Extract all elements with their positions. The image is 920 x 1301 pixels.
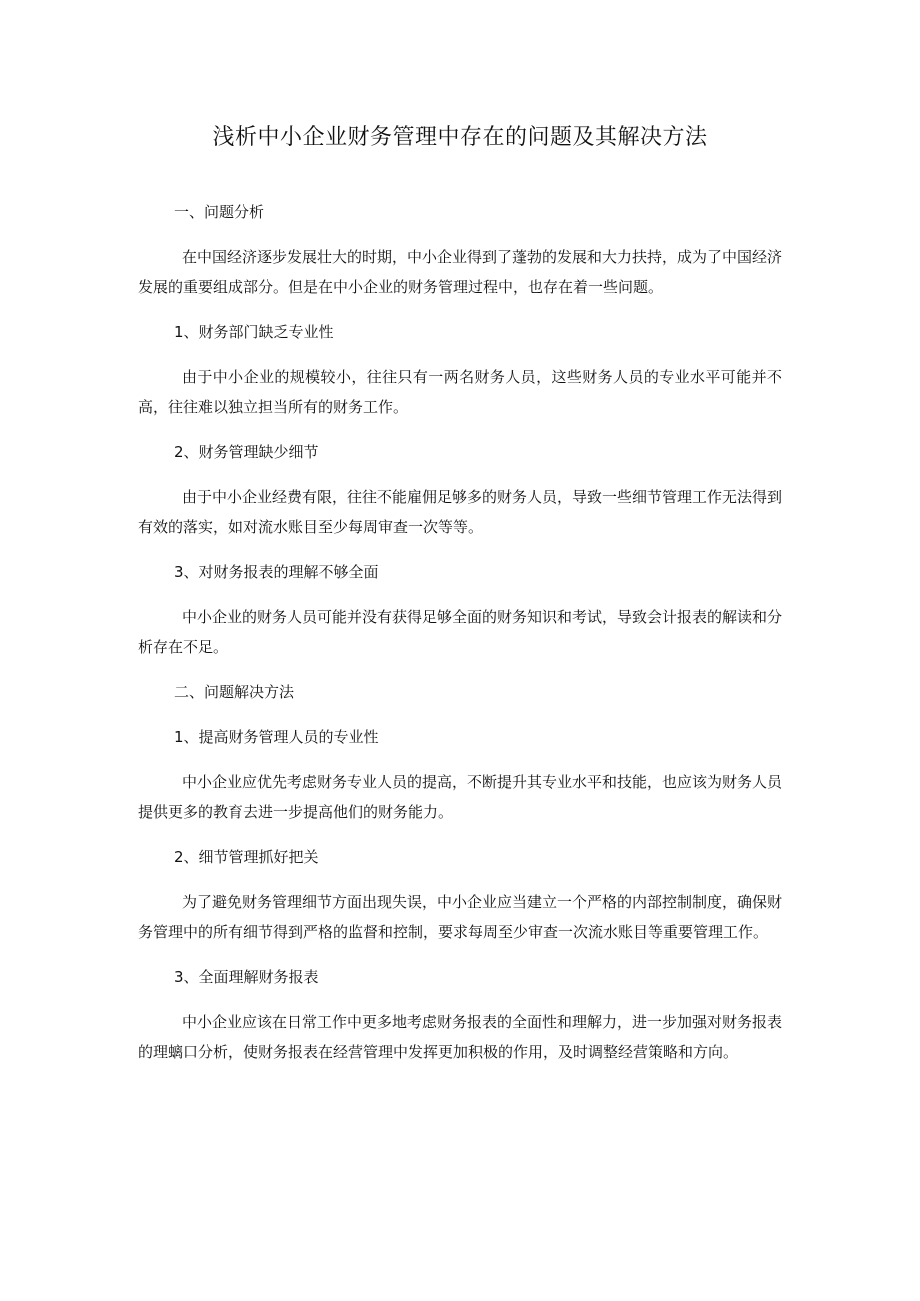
subheading-lack-detail: 2、财务管理缺少细节 (174, 443, 319, 461)
subheading-lack-professionalism: 1、财务部门缺乏专业性 (174, 323, 334, 341)
subheading-report-understanding: 3、对财务报表的理解不够全面 (174, 563, 379, 581)
paragraph-improve-professionalism: 中小企业应优先考虑财务专业人员的提高，不断提升其专业水平和技能，也应该为财务人员提供更多的教育去进一步提高他们的财务能力。 (138, 773, 783, 821)
subheading-detail-control: 2、细节管理抓好把关 (174, 848, 319, 866)
document-body (138, 197, 782, 1082)
document-title: 浅析中小企业财务管理中存在的问题及其解决方法 (212, 125, 708, 150)
paragraph-intro: 在中国经济逐步发展壮大的时期，中小企业得到了蓬勃的发展和大力扶持，成为了中国经济发展的重要组成部分。但是在中小企业的财务管理过程中，也存在着一些问题。 (138, 248, 783, 296)
paragraph-lack-detail: 由于中小企业经费有限，往往不能雇佣足够多的财务人员，导致一些细节管理工作无法得到有效的落实，如对流水账目至少每周审查一次等等。 (138, 488, 783, 536)
subheading-improve-professionalism: 1、提高财务管理人员的专业性 (174, 728, 379, 746)
paragraph-report-understanding: 中小企业的财务人员可能并没有获得足够全面的财务知识和考试，导致会计报表的解读和分析存在不足。 (138, 608, 783, 656)
paragraph-detail-control: 为了避免财务管理细节方面出现失误，中小企业应当建立一个严格的内部控制制度，确保财务管理中的所有细节得到严格的监督和控制，要求每周至少审查一次流水账目等重要管理工作。 (138, 893, 783, 941)
subheading-understand-reports: 3、全面理解财务报表 (174, 968, 319, 986)
section-heading-problem-analysis: 一、问题分析 (174, 203, 265, 221)
paragraph-understand-reports: 中小企业应该在日常工作中更多地考虑财务报表的全面性和理解力，进一步加强对财务报表的理螭口分析，使财务报表在经营管理中发挥更加积极的作用，及时调整经营策略和方向。 (138, 1013, 783, 1061)
paragraph-lack-professionalism: 由于中小企业的规模较小，往往只有一两名财务人员，这些财务人员的专业水平可能并不高，往往难以独立担当所有的财务工作。 (138, 368, 782, 416)
section-heading-solutions: 二、问题解决方法 (174, 683, 295, 701)
